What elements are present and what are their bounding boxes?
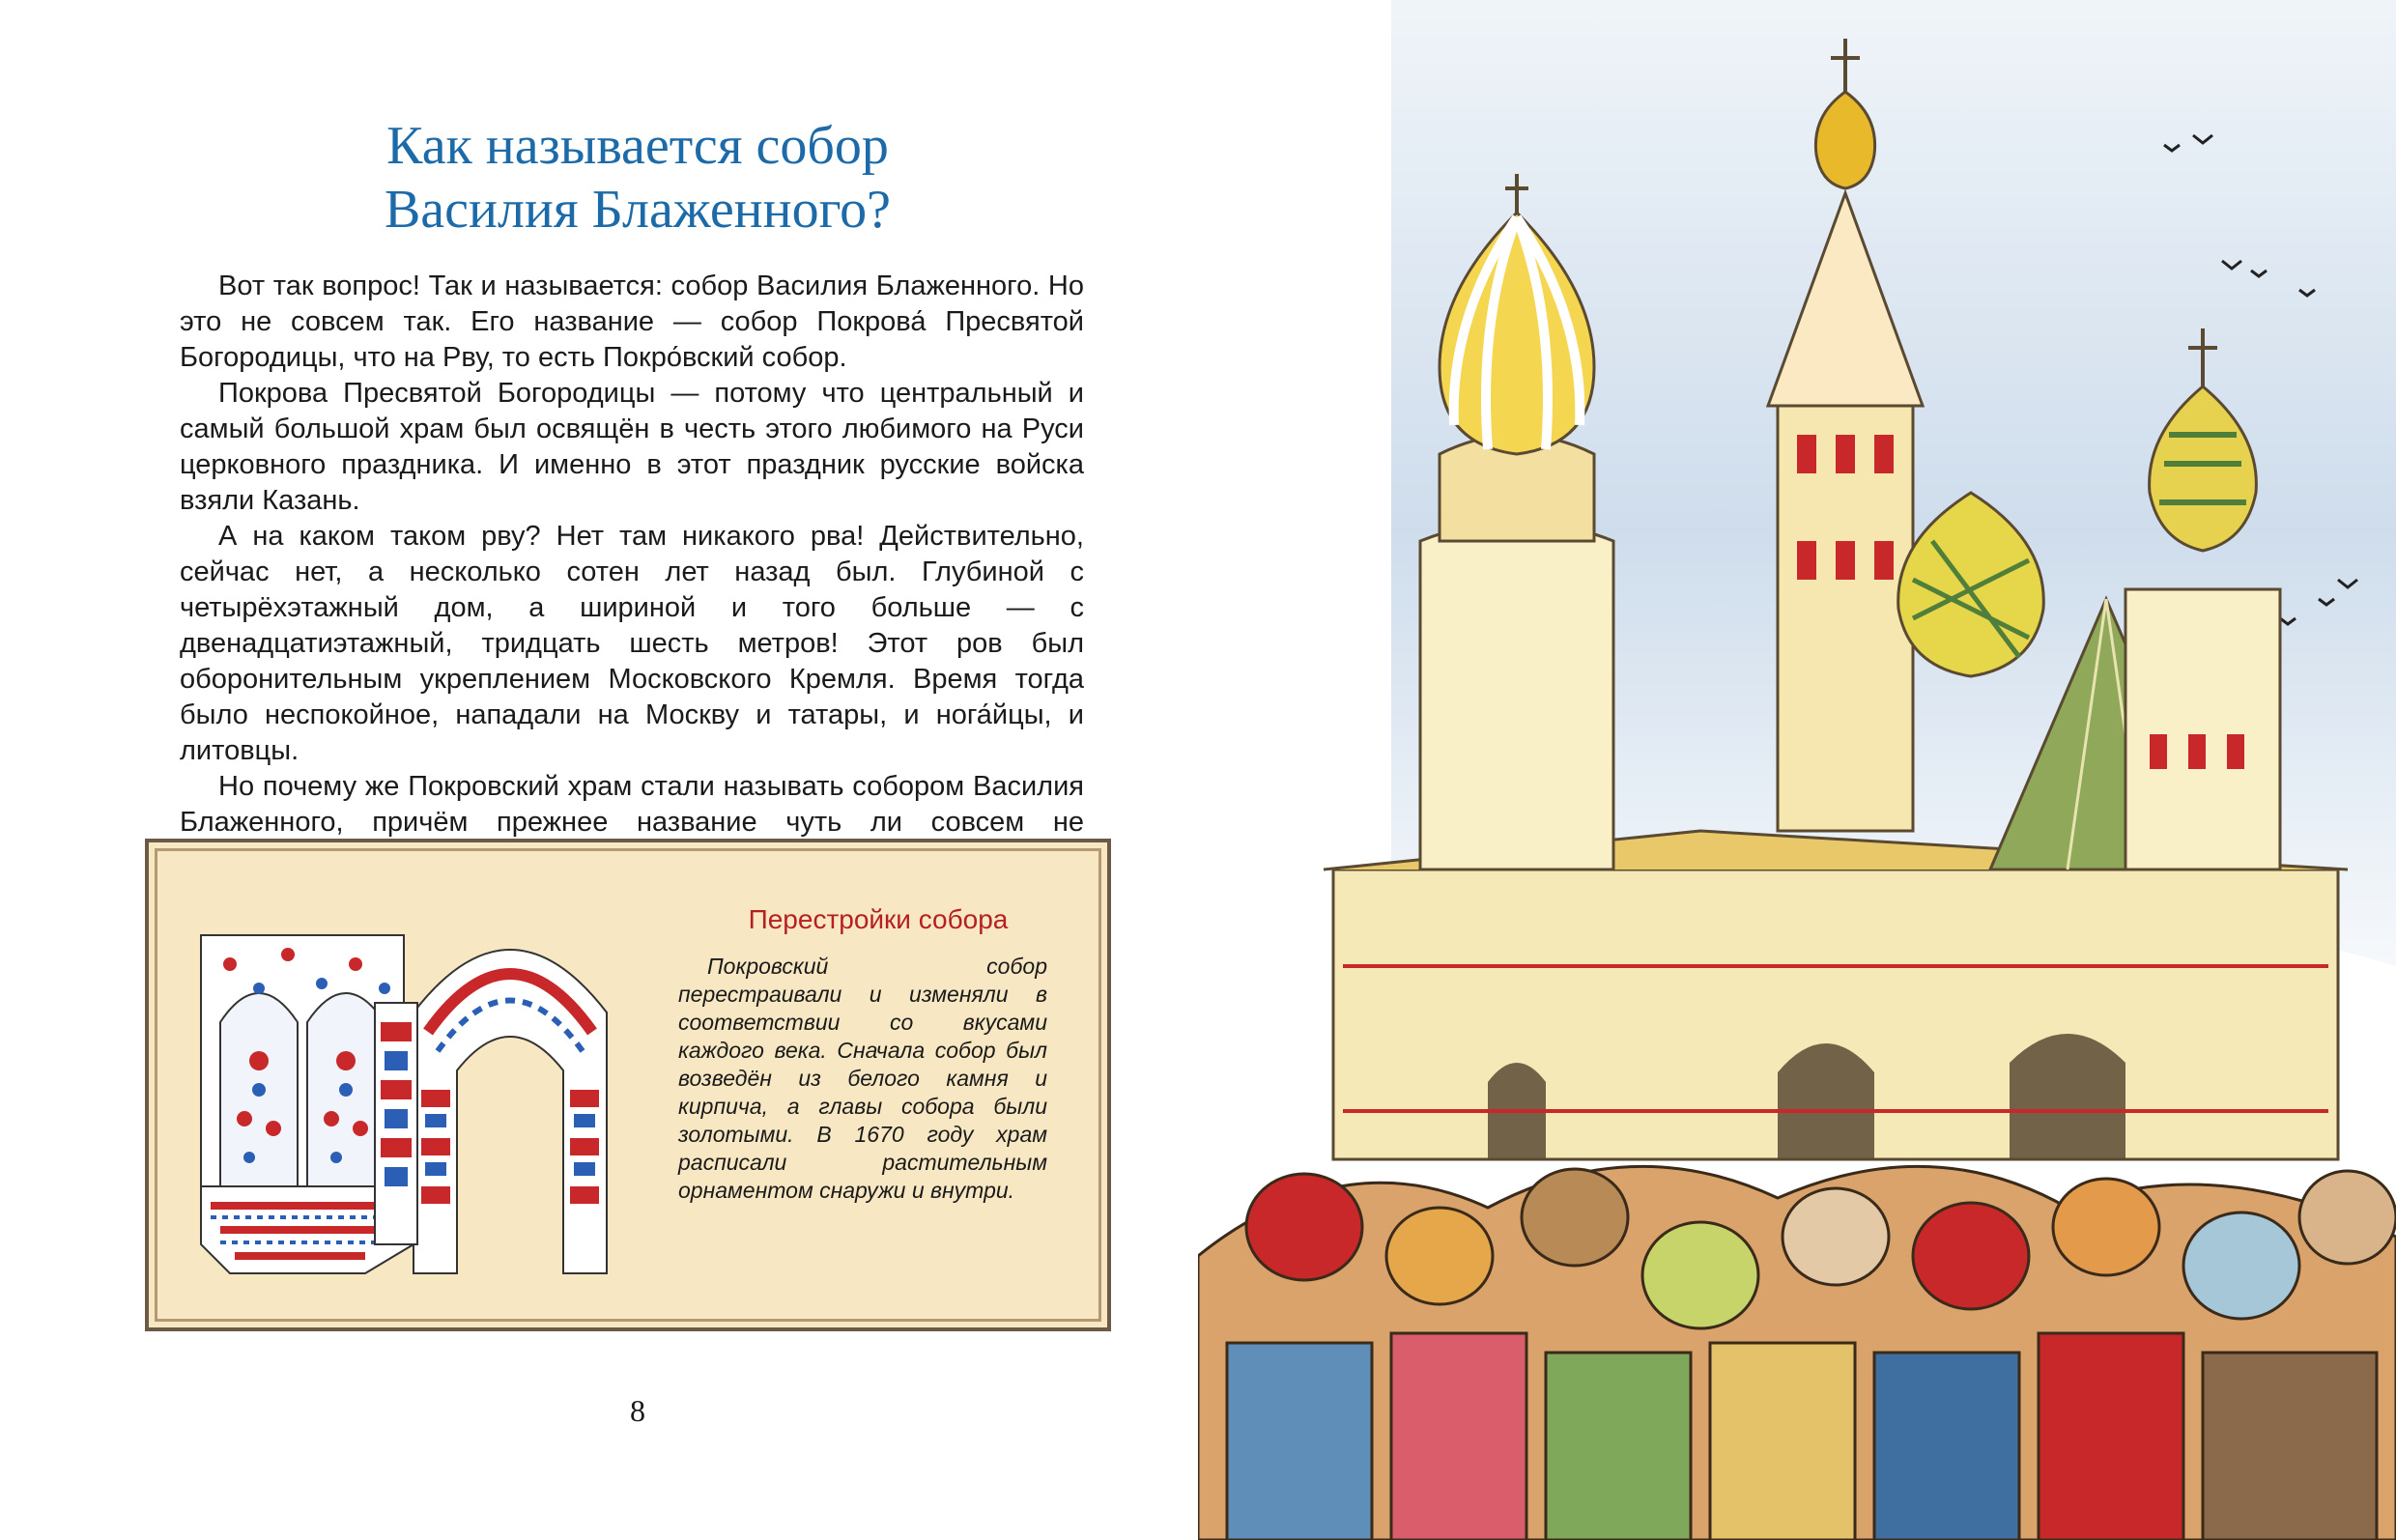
- title-line-1: Как называется собор: [386, 116, 889, 176]
- ornament-arch-illustration: [191, 897, 645, 1293]
- paragraph-1: Вот так вопрос! Так и называется: собор Василия Блаженного. Но это не совсем так. Его название — собор Покрова́ Пресвятой Богородицы, что на Рву, то есть Покро́вский собор.: [180, 271, 1084, 373]
- title-line-2: Василия Блаженного?: [384, 180, 892, 240]
- st-basils-cathedral-drawing: [1198, 0, 2396, 1540]
- paragraph-4: Но почему же Покровский храм стали называть собором Василия Блаженного, причём прежнее название чуть ли совсем не: [180, 771, 1084, 838]
- body-text: [180, 269, 1084, 876]
- paragraph-2: Покрова Пресвятой Богородицы — потому что центральный и самый большой храм был освящён в честь этого любимого на Руси церковного праздника. И именно в этот праздник русские войска взяли Казань.: [180, 378, 1084, 516]
- sidebar-text: [678, 953, 1047, 1205]
- paragraph-3: А на каком таком рву? Нет там никакого рва! Действительно, сейчас нет, а несколько сотен лет назад был. Глубиной с четырёхэтажный дом, а шириной и того больше — с двенадцатиэтажный, тридцать шесть метров! Этот ров был оборонительным укреплением Московского Кремля. Время тогда было неспокойное, нападали на Москву и татары, и нога́йцы, и литовцы.: [180, 521, 1084, 766]
- sidebar-paragraph: Покровский собор перестраивали и изменяли в соответствии со вкусами каждого века. Сначала собор был возведён из белого камня и кирпича, а главы собора были золотыми. В 1670 году храм расписали растительным орнаментом снаружи и внутри.: [678, 954, 1047, 1203]
- page-number: 8: [630, 1393, 645, 1428]
- page-title: [135, 114, 1140, 242]
- sidebar-box: [145, 839, 1111, 1331]
- sidebar-heading: Перестройки собора: [748, 904, 1009, 934]
- cathedral-illustration: [1198, 0, 2396, 1540]
